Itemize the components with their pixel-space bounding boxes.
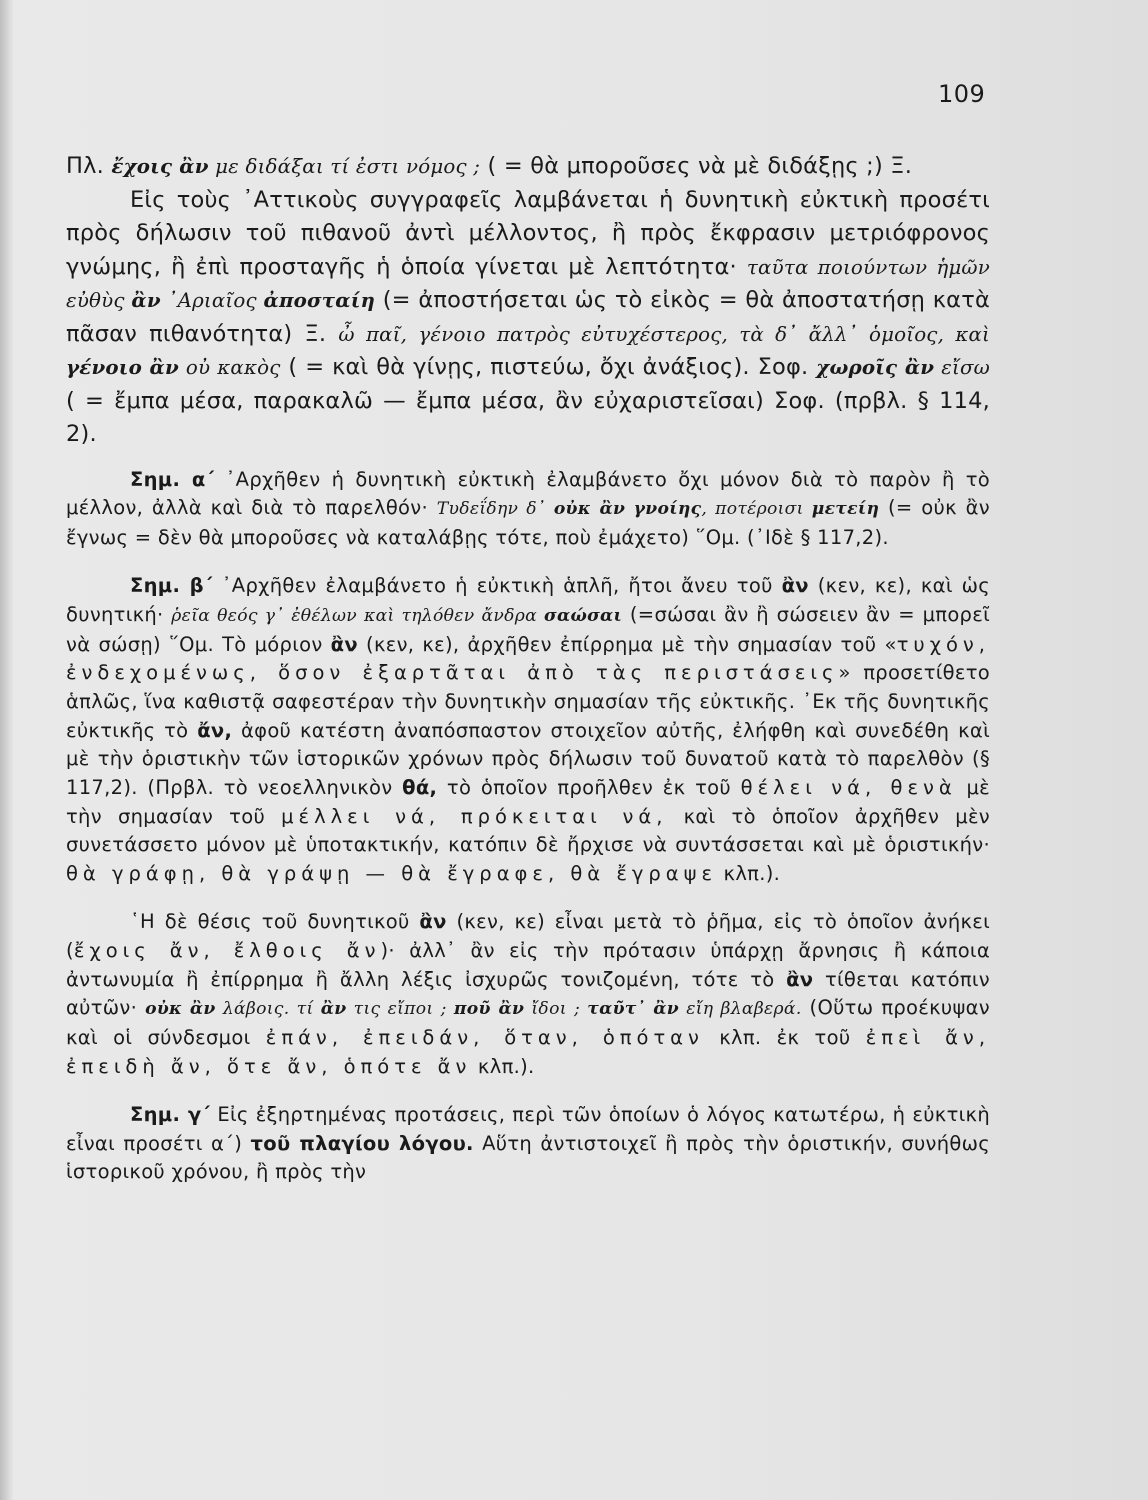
note-label: Σημ. β΄ xyxy=(130,574,213,598)
page-body xyxy=(66,150,990,1207)
note-label: Σημ. α΄ xyxy=(130,467,215,491)
note-beta-continued: ῾Η δὲ θέσις τοῦ δυνητικοῦ ἂν (κεν, κε) εἶναι μετὰ τὸ ῥῆμα, εἰς τὸ ὁποῖον ἀνήκει (ἔχοις ἄν, ἔλθοις ἄν)· ἀλλ᾿ ἂν εἰς τὴν πρότασιν ὑπάρχῃ ἄρνησις ἢ κάποια ἀντωνυμία ἢ ἐπίρρημα ἢ ἄλλη λέξις ἰσχυρῶς τονιζομένη, τότε τὸ ἂν τίθεται κατόπιν αὐτῶν· οὐκ ἂν λάβοις. τί ἂν τις εἴποι ; ποῦ ἂν ἴδοι ; ταῦτ᾿ ἂν εἴη βλαβερά. (Οὕτω προέκυψαν καὶ οἱ σύνδεσμοι ἐπάν, ἐπειδάν, ὅταν, ὁπόταν κλπ. ἐκ τοῦ ἐπεὶ ἄν, ἐπειδὴ ἄν, ὅτε ἄν, ὁπότε ἄν κλπ.). xyxy=(66,910,991,1078)
note-alpha: Σημ. α΄ ᾿Αρχῆθεν ἡ δυνητικὴ εὐκτικὴ ἐλαμβάνετο ὄχι μόνον διὰ τὸ παρὸν ἢ τὸ μέλλον, ἀλλὰ καὶ διὰ τὸ παρελθόν· Τυδεΐδην δ᾿ οὐκ ἂν γνοίης, ποτέροισι μετείη (= οὐκ ἂν ἔγνως = δὲν θὰ μποροῦσες νὰ καταλάβῃς τότε, ποὺ ἐμάχετο) ῞Ομ. (᾿Ιδὲ § 117,2). xyxy=(66,467,991,549)
main-text xyxy=(66,150,990,452)
note-label: Σημ. γ΄ xyxy=(130,1103,211,1127)
note-gamma: Σημ. γ΄ Εἰς ἐξηρτημένας προτάσεις, περὶ τῶν ὁποίων ὁ λόγος κατωτέρω, ἡ εὐκτικὴ εἶναι προσέτι α΄) τοῦ πλαγίου λόγου. Αὕτη ἀντιστοιχεῖ ἢ πρὸς τὴν ὁριστικήν, συνήθως ἱστορικοῦ χρόνου, ἢ πρὸς τὴν xyxy=(66,1103,990,1184)
note-beta: Σημ. β΄ ᾿Αρχῆθεν ἐλαμβάνετο ἡ εὐκτικὴ ἁπλῆ, ἤτοι ἄνευ τοῦ ἂν (κεν, κε), καὶ ὡς δυνητική· ῥεῖα θεός γ᾿ ἐθέλων καὶ τηλόθεν ἄνδρα σαώσαι (=σώσαι ἂν ἢ σώσειεν ἂν = μπορεῖ νὰ σώσῃ) ῞Ομ. Τὸ μόριον ἂν (κεν, κε), ἀρχῆθεν ἐπίρρημα μὲ τὴν σημασίαν τοῦ «τυχόν, ἐνδεχομένως, ὅσον ἐξαρτᾶται ἀπὸ τὰς περιστάσεις» προσετίθετο ἁπλῶς, ἵνα καθιστᾷ σαφεστέραν τὴν δυνητικὴν σημασίαν τῆς εὐκτικῆς. ᾿Εκ τῆς δυνητικῆς εὐκτικῆς τὸ ἄν, ἀφοῦ κατέστη ἀναπόσπαστον στοιχεῖον αὐτῆς, ἐλήφθη καὶ συνεδέθη καὶ μὲ τὴν ὁριστικὴν τῶν ἱστορικῶν χρόνων πρὸς δήλωσιν τοῦ δυνατοῦ κατὰ τὸ παρελθὸν (§ 117,2). (Πρβλ. τὸ νεοελληνικὸν θά, τὸ ὁποῖον προῆλθεν ἐκ τοῦ θέλει νά, θενὰ μὲ τὴν σημασίαν τοῦ μέλλει νά, πρόκειται νά, καὶ τὸ ὁποῖον ἀρχῆθεν μὲν συνετάσσετο μόνον μὲ ὑποτακτικήν, κατόπιν δὲ ἤρχισε νὰ συντάσσεται καὶ μὲ ὁριστικήν· θὰ γράφῃ, θὰ γράψῃ — θὰ ἔγραφε, θὰ ἔγραψε κλπ.). xyxy=(66,574,991,886)
page-number: 109 xyxy=(938,80,986,108)
paragraph: Πλ. ἔχοις ἂν με διδάξαι τί ἐστι νόμος ; ( = θὰ μποροῦσες νὰ μὲ διδάξῃς ;) Ξ. xyxy=(66,153,913,179)
paragraph: Εἰς τοὺς ᾿Αττικοὺς συγγραφεῖς λαμβάνεται ἡ δυνητικὴ εὐκτικὴ προσέτι πρὸς δήλωσιν τοῦ πιθανοῦ ἀντὶ μέλλοντος, ἢ πρὸς ἔκφρασιν μετριόφρονος γνώμης, ἢ ἐπὶ προσταγῆς ἡ ὁποία γίνεται μὲ λεπτότητα· ταῦτα ποιούντων ἡμῶν εὐθὺς ἂν ᾿Αριαῖος ἀποσταίη (= ἀποστήσεται ὡς τὸ εἰκὸς = θὰ ἀποστατήσῃ κατὰ πᾶσαν πιθανότητα) Ξ. ὦ παῖ, γένοιο πατρὸς εὐτυχέστερος, τὰ δ᾿ ἄλλ᾿ ὁμοῖος, καὶ γένοιο ἂν οὐ κακὸς ( = καὶ θὰ γίνῃς, πιστεύω, ὄχι ἀνάξιος). Σοφ. χωροῖς ἂν εἴσω ( = ἔμπα μέσα, παρακαλῶ — ἔμπα μέσα, ἂν εὐχαριστεῖσαι) Σοφ. (πρβλ. § 114, 2). xyxy=(66,186,991,447)
